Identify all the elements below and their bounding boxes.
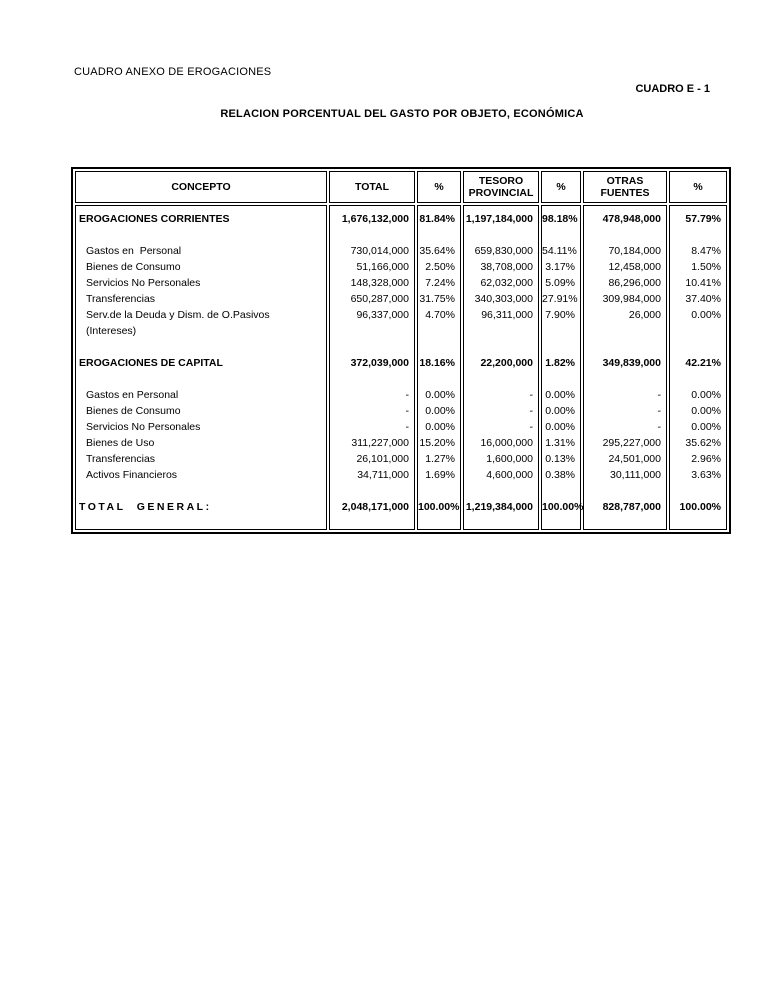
row-concepto-label — [76, 371, 326, 387]
row-value: 7.90% — [545, 309, 575, 321]
row-concepto-label: Gastos en Personal — [86, 245, 182, 257]
row-value: 34,711,000 — [357, 469, 409, 481]
row-value: 295,227,000 — [602, 437, 661, 449]
row-value: 81.84% — [419, 213, 455, 225]
row-value — [464, 483, 538, 499]
column-concepto — [75, 205, 327, 530]
row-value — [584, 339, 666, 355]
row-value — [418, 227, 460, 243]
row-value — [330, 323, 414, 339]
row-value: 86,296,000 — [608, 277, 661, 289]
row-value: - — [529, 389, 533, 401]
row-concepto-label — [76, 227, 326, 243]
row-value: 1.50% — [691, 261, 721, 273]
row-value — [464, 339, 538, 355]
row-value: 0.38% — [545, 469, 575, 481]
row-value: 478,948,000 — [602, 213, 661, 225]
row-concepto-label: TOTAL GENERAL: — [79, 501, 212, 513]
row-value: 1.31% — [545, 437, 575, 449]
row-value — [584, 371, 666, 387]
row-concepto-label — [76, 339, 326, 355]
row-value — [330, 227, 414, 243]
row-concepto-label: Bienes de Uso — [86, 437, 155, 449]
row-value: 96,311,000 — [481, 309, 533, 321]
row-value — [542, 339, 580, 355]
row-value: 15.20% — [419, 437, 455, 449]
row-value: 1,676,132,000 — [341, 213, 409, 225]
row-value: 30,111,000 — [610, 469, 661, 481]
annex-title: CUADRO ANEXO DE EROGACIONES — [74, 66, 272, 78]
row-value: - — [657, 421, 661, 433]
row-value: 372,039,000 — [350, 357, 409, 369]
row-value: 5.09% — [545, 277, 575, 289]
row-value: - — [405, 389, 409, 401]
row-value — [584, 227, 666, 243]
table-header-row — [75, 171, 727, 203]
row-value — [418, 323, 460, 339]
row-value: 0.00% — [425, 389, 455, 401]
row-value: 0.13% — [545, 453, 575, 465]
row-concepto-label: Bienes de Consumo — [86, 405, 181, 417]
header-cell-total-pct: % — [417, 171, 461, 203]
row-value: 24,501,000 — [608, 453, 661, 465]
row-value: 1,600,000 — [486, 453, 533, 465]
row-value — [542, 323, 580, 339]
row-value: 0.00% — [545, 405, 575, 417]
header-cell-concepto: CONCEPTO — [75, 171, 327, 203]
row-value: 148,328,000 — [350, 277, 409, 289]
expense-table — [71, 167, 731, 534]
row-value — [542, 371, 580, 387]
row-value: 42.21% — [685, 357, 721, 369]
row-value — [418, 483, 460, 499]
row-value: - — [657, 405, 661, 417]
row-value: 2.96% — [691, 453, 721, 465]
row-concepto-label: EROGACIONES CORRIENTES — [79, 213, 230, 225]
row-value — [418, 339, 460, 355]
row-value: 70,184,000 — [608, 245, 661, 257]
row-value — [464, 323, 538, 339]
row-value: 730,014,000 — [350, 245, 409, 257]
column-tesoro-pct — [541, 205, 584, 530]
row-value: 100.00% — [679, 501, 721, 513]
row-value — [670, 323, 726, 339]
row-value: 0.00% — [691, 405, 721, 417]
row-value: 2,048,171,000 — [341, 501, 409, 513]
row-value: 828,787,000 — [602, 501, 661, 513]
row-value: 18.16% — [419, 357, 455, 369]
column-otras-fuentes — [583, 205, 667, 530]
row-concepto-label — [76, 483, 326, 499]
row-concepto-label: (Intereses) — [86, 325, 137, 337]
row-concepto-label: Servicios No Personales — [86, 277, 201, 289]
cuadro-reference: CUADRO E - 1 — [635, 83, 710, 95]
row-value: 0.00% — [691, 389, 721, 401]
row-value — [330, 371, 414, 387]
row-value: 0.00% — [425, 421, 455, 433]
row-value: 659,830,000 — [474, 245, 533, 257]
row-value: 3.63% — [691, 469, 721, 481]
row-concepto-label: Servicios No Personales — [86, 421, 201, 433]
row-value: 0.00% — [545, 389, 575, 401]
header-cell-otras-fuentes: OTRAS FUENTES — [583, 171, 667, 203]
row-value: 51,166,000 — [356, 261, 409, 273]
row-value — [542, 227, 580, 243]
row-value — [670, 339, 726, 355]
row-value: 35.62% — [685, 437, 721, 449]
row-value: 0.00% — [691, 421, 721, 433]
row-value: 12,458,000 — [608, 261, 661, 273]
row-value: 4.70% — [425, 309, 455, 321]
column-total-pct — [417, 205, 461, 530]
row-value: - — [405, 405, 409, 417]
column-total — [329, 205, 415, 530]
row-value: 1,197,184,000 — [465, 213, 533, 225]
row-value: 96,337,000 — [356, 309, 409, 321]
row-value: 1.82% — [545, 357, 575, 369]
row-value — [670, 371, 726, 387]
row-value: 16,000,000 — [480, 437, 533, 449]
row-value: 22,200,000 — [480, 357, 533, 369]
row-value: 4,600,000 — [486, 469, 533, 481]
row-concepto-label: Serv.de la Deuda y Dism. de O.Pasivos — [86, 309, 270, 321]
row-value — [418, 371, 460, 387]
header-cell-tesoro-provincial: TESORO PROVINCIAL — [463, 171, 539, 203]
table-body-row — [75, 205, 727, 530]
header-cell-total: TOTAL — [329, 171, 415, 203]
row-value: 0.00% — [545, 421, 575, 433]
row-value — [464, 371, 538, 387]
row-value — [670, 227, 726, 243]
row-concepto-label: Transferencias — [86, 293, 156, 305]
row-value: 311,227,000 — [351, 437, 409, 449]
row-value: 98.18% — [542, 213, 578, 225]
row-concepto-label: Gastos en Personal — [86, 389, 179, 401]
row-value: 349,839,000 — [602, 357, 661, 369]
header-cell-otras-pct: % — [669, 171, 727, 203]
row-value — [670, 483, 726, 499]
row-value: 10.41% — [685, 277, 721, 289]
row-value: - — [657, 389, 661, 401]
row-value: 340,303,000 — [474, 293, 533, 305]
row-value: - — [529, 421, 533, 433]
row-value — [542, 483, 580, 499]
row-value: 38,708,000 — [480, 261, 533, 273]
row-value — [330, 339, 414, 355]
row-value: 0.00% — [691, 309, 721, 321]
row-value: 8.47% — [691, 245, 721, 257]
row-value: 1.27% — [425, 453, 455, 465]
row-value: 100.00% — [418, 501, 460, 513]
row-value — [584, 483, 666, 499]
row-value: 27.91% — [542, 293, 578, 305]
row-value: 26,101,000 — [356, 453, 409, 465]
page-title: RELACION PORCENTUAL DEL GASTO POR OBJETO, ECONÓMICA — [220, 108, 584, 120]
row-value: 37.40% — [685, 293, 721, 305]
row-value: 309,984,000 — [602, 293, 661, 305]
row-concepto-label: Bienes de Consumo — [86, 261, 181, 273]
row-value: 57.79% — [685, 213, 721, 225]
row-concepto-label: Activos Financieros — [86, 469, 178, 481]
row-value — [464, 227, 538, 243]
row-value: 62,032,000 — [480, 277, 533, 289]
row-value: 2.50% — [425, 261, 455, 273]
row-value: - — [529, 405, 533, 417]
row-value: 100.00% — [542, 501, 584, 513]
row-value: 0.00% — [425, 405, 455, 417]
row-value: 1.69% — [425, 469, 455, 481]
row-concepto-label: Transferencias — [86, 453, 156, 465]
row-value: 650,287,000 — [350, 293, 409, 305]
row-concepto-label: EROGACIONES DE CAPITAL — [79, 357, 223, 369]
row-value — [330, 483, 414, 499]
row-value: 26,000 — [628, 309, 661, 321]
row-value: 54.11% — [542, 245, 577, 257]
row-value: 1,219,384,000 — [465, 501, 533, 513]
column-otras-pct — [669, 205, 727, 530]
row-value — [584, 323, 666, 339]
row-value: 3.17% — [545, 261, 575, 273]
row-value: - — [405, 421, 409, 433]
column-tesoro-provincial — [463, 205, 539, 530]
row-value: 7.24% — [425, 277, 455, 289]
header-cell-tesoro-pct: % — [541, 171, 581, 203]
row-value: 35.64% — [419, 245, 455, 257]
row-value: 31.75% — [419, 293, 455, 305]
